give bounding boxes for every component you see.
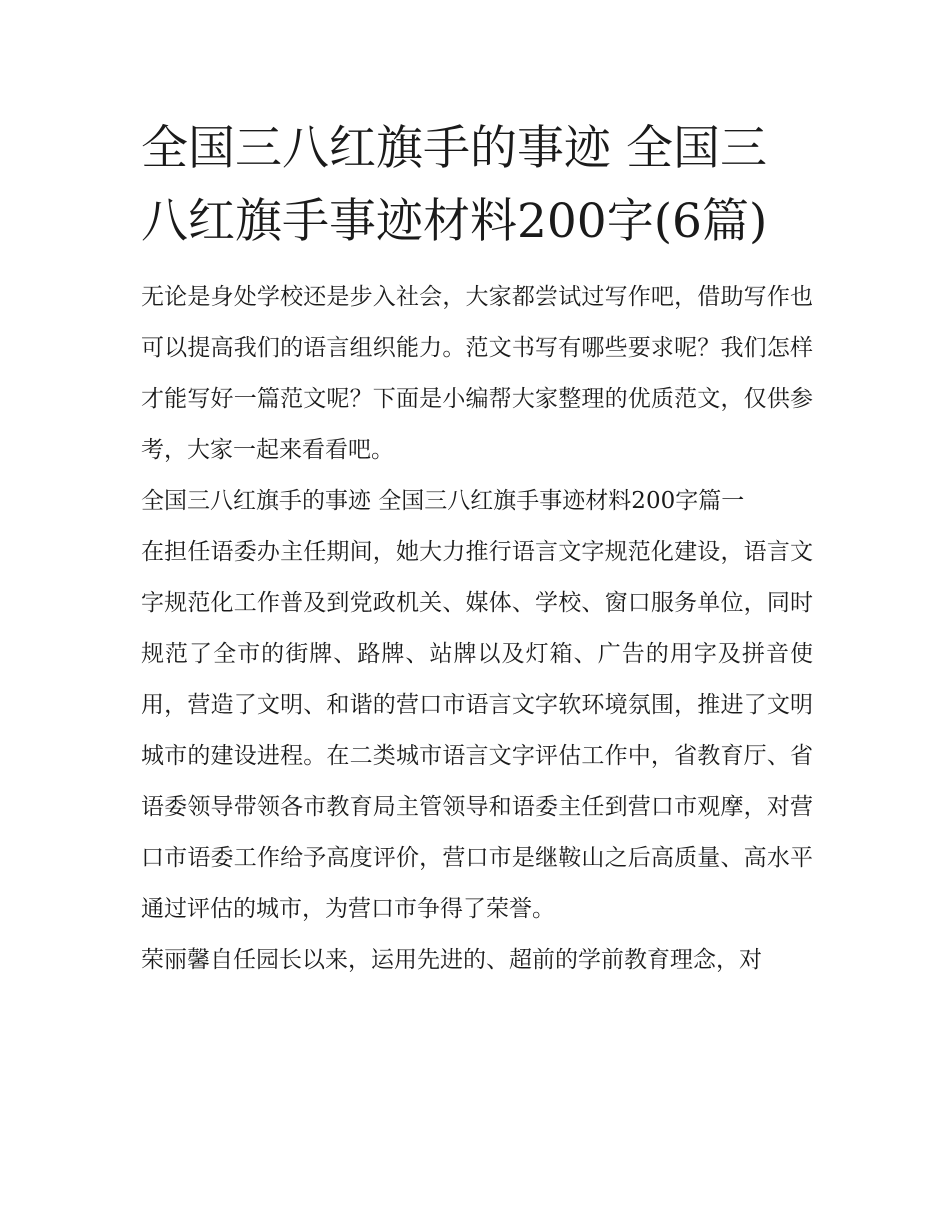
document-title: 全国三八红旗手的事迹 全国三八红旗手事迹材料200字(6篇): [141, 121, 768, 249]
section-heading: 全国三八红旗手的事迹 全国三八红旗手事迹材料200字篇一: [141, 488, 745, 514]
body-paragraph: 在担任语委办主任期间，她大力推行语言文字规范化建设，语言文字规范化工作普及到党政机关、媒体、学校、窗口服务单位，同时规范了全市的街牌、路牌、站牌以及灯箱、广告的用字及拼音使用，营造了文明、和谐的营口市语言文字软环境氛围，推进了文明城市的建设进程。在二类城市语言文字评估工作中，省教育厅、省语委领导带领各市教育局主管领导和语委主任到营口市观摩，对营口市语委工作给予高度评价，营口市是继鞍山之后高质量、高水平通过评估的城市，为营口市争得了荣誉。: [141, 539, 813, 922]
document-page: [141, 112, 813, 986]
body-paragraph-continued: 荣丽馨自任园长以来，运用先进的、超前的学前教育理念，对: [141, 947, 762, 973]
intro-paragraph: 无论是身处学校还是步入社会，大家都尝试过写作吧，借助写作也可以提高我们的语言组织能力。范文书写有哪些要求呢？我们怎样才能写好一篇范文呢？下面是小编帮大家整理的优质范文，仅供参考，大家一起来看看吧。: [141, 284, 813, 463]
